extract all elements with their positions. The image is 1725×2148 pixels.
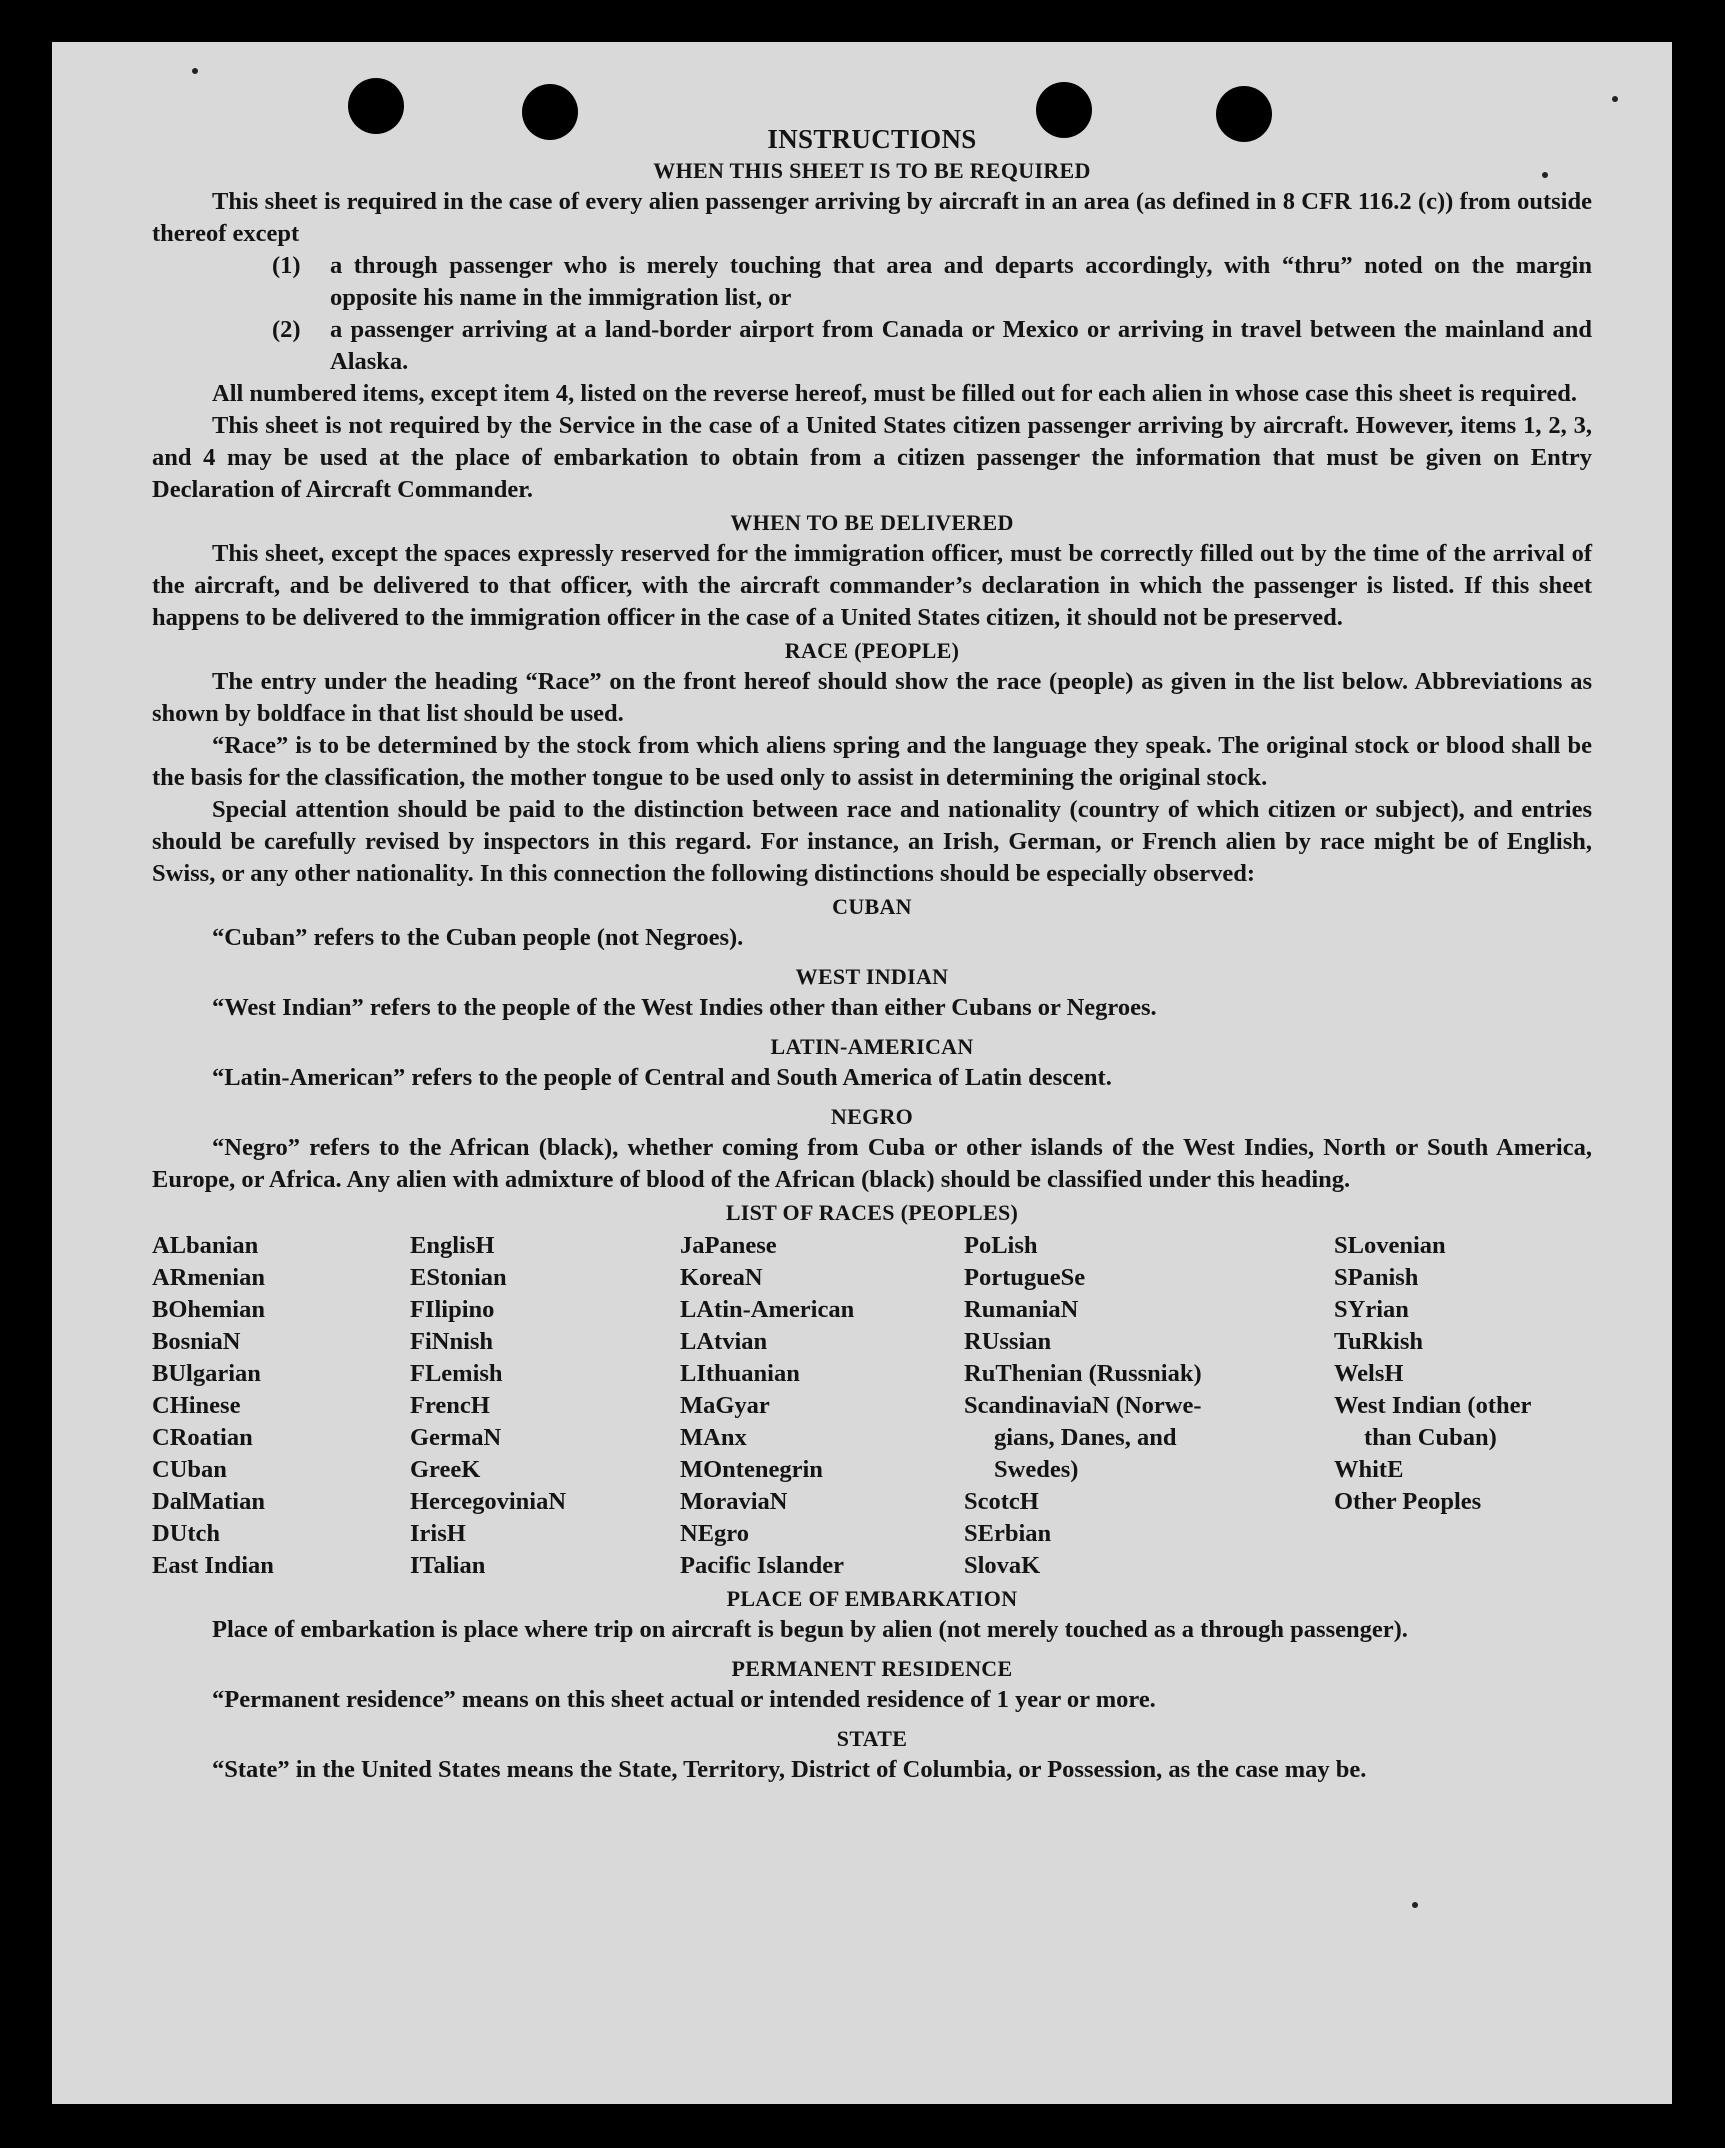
- race-entry: CRoatian: [152, 1424, 253, 1451]
- west-indian-paragraph: “West Indian” refers to the people of the West Indies other than either Cubans or Negroes.: [212, 994, 1157, 1021]
- race-entry: MAnx: [680, 1424, 747, 1451]
- race-entry: ITalian: [410, 1552, 486, 1579]
- race-entry: TuRkish: [1334, 1328, 1424, 1355]
- instructions-body: [152, 120, 1592, 1786]
- negro-paragraph: “Negro” refers to the African (black), whether coming from Cuba or other islands of the West Indies, North or South America, Europe, or Africa. Any alien with admixture of blood of the African (black) should be classified under this heading.: [152, 1134, 1592, 1193]
- race-entry: BOhemian: [152, 1296, 265, 1323]
- races-column: [964, 1230, 1334, 1582]
- state-paragraph: “State” in the United States means the State, Territory, District of Columbia, or Possession, as the case may be.: [212, 1756, 1367, 1783]
- section-heading-race: RACE (PEOPLE): [784, 638, 960, 663]
- section-heading-west-indian: WEST INDIAN: [795, 964, 949, 989]
- race-entry: ScotcH: [964, 1488, 1039, 1515]
- races-column: [410, 1230, 680, 1582]
- race-entry: SPanish: [1334, 1264, 1419, 1291]
- race-entry: WhitE: [1334, 1456, 1404, 1483]
- race-entry: FrencH: [410, 1392, 490, 1419]
- section-heading-latin-american: LATIN-AMERICAN: [770, 1034, 974, 1059]
- document-page: [52, 42, 1672, 2104]
- list-item: [272, 314, 1592, 378]
- race-entry: PortugueSe: [964, 1264, 1086, 1291]
- list-item: [272, 250, 1592, 314]
- race-paragraph: The entry under the heading “Race” on the front hereof should show the race (people) as given in the list below. Abbreviations as shown by boldface in that list should be used.: [152, 668, 1592, 727]
- race-entry: than Cuban): [1364, 1424, 1497, 1451]
- list-item-number: (2): [272, 316, 301, 343]
- section-heading-negro: NEGRO: [830, 1104, 914, 1129]
- race-entry: Other Peoples: [1334, 1488, 1482, 1515]
- race-entry: FiNnish: [410, 1328, 494, 1355]
- race-entry: DalMatian: [152, 1488, 265, 1515]
- race-entry: SlovaK: [964, 1552, 1041, 1579]
- required-paragraph: This sheet is not required by the Service in the case of a United States citizen passenger arriving by aircraft. However, items 1, 2, 3, and 4 may be used at the place of embarkation to obtain from a citizen passenger the information that must be given on Entry Declaration of Aircraft Commander.: [152, 412, 1592, 503]
- race-entry: Swedes): [994, 1456, 1079, 1483]
- section-heading-delivered: WHEN TO BE DELIVERED: [730, 510, 1014, 535]
- race-entry: BUlgarian: [152, 1360, 261, 1387]
- required-paragraph: All numbered items, except item 4, listed on the reverse hereof, must be filled out for each alien in whose case this sheet is required.: [212, 380, 1578, 407]
- race-entry: CHinese: [152, 1392, 241, 1419]
- race-entry: GreeK: [410, 1456, 481, 1483]
- race-entry: RumaniaN: [964, 1296, 1079, 1323]
- race-entry: IrisH: [410, 1520, 466, 1547]
- race-entry: EnglisH: [410, 1232, 495, 1259]
- race-entry: ScandinaviaN (Norwe-: [964, 1392, 1202, 1419]
- race-entry: PoLish: [964, 1232, 1038, 1259]
- race-entry: West Indian (other: [1334, 1392, 1532, 1419]
- list-item-text: a through passenger who is merely touching that area and departs accordingly, with “thru” noted on the margin opposite his name in the immigration list, or: [330, 252, 1592, 311]
- race-entry: RUssian: [964, 1328, 1052, 1355]
- races-column: [680, 1230, 964, 1582]
- list-item-number: (1): [272, 252, 301, 279]
- race-entry: JaPanese: [680, 1232, 777, 1259]
- embarkation-paragraph: Place of embarkation is place where trip on aircraft is begun by alien (not merely touched as a through passenger).: [212, 1616, 1408, 1643]
- race-entry: NEgro: [680, 1520, 749, 1547]
- race-entry: MoraviaN: [680, 1488, 788, 1515]
- list-item-text: a passenger arriving at a land-border airport from Canada or Mexico or arriving in travel between the mainland and Alaska.: [330, 316, 1592, 375]
- race-entry: CUban: [152, 1456, 227, 1483]
- race-entry: ALbanian: [152, 1232, 259, 1259]
- race-entry: Pacific Islander: [680, 1552, 844, 1579]
- race-entry: SYrian: [1334, 1296, 1409, 1323]
- race-entry: SLovenian: [1334, 1232, 1446, 1259]
- section-heading-cuban: CUBAN: [832, 894, 912, 919]
- race-paragraph: Special attention should be paid to the distinction between race and nationality (country of which citizen or subject), and entries should be carefully revised by inspectors in this regard. For instance, an Irish, German, or French alien by race might be of English, Swiss, or any other nationality. In this connection the following distinctions should be especially observed:: [152, 796, 1592, 887]
- delivered-paragraph: This sheet, except the spaces expressly reserved for the immigration officer, must be correctly filled out by the time of the arrival of the aircraft, and be delivered to that officer, with the aircraft commander’s declaration in which the passenger is listed. If this sheet happens to be delivered to the immigration officer in the case of a United States citizen, it should not be preserved.: [152, 540, 1592, 631]
- required-intro: This sheet is required in the case of every alien passenger arriving by aircraft in an area (as defined in 8 CFR 116.2 (c)) from outside thereof except: [152, 188, 1592, 247]
- races-column: [152, 1230, 410, 1582]
- race-entry: RuThenian (Russniak): [964, 1360, 1202, 1387]
- document-title: INSTRUCTIONS: [767, 124, 977, 154]
- race-entry: BosniaN: [152, 1328, 241, 1355]
- race-entry: MOntenegrin: [680, 1456, 823, 1483]
- race-entry: KoreaN: [680, 1264, 763, 1291]
- race-entry: EStonian: [410, 1264, 507, 1291]
- race-paragraph: “Race” is to be determined by the stock from which aliens spring and the language they speak. The original stock or blood shall be the basis for the classification, the mother tongue to be used only to assist in determining the original stock.: [152, 732, 1592, 791]
- speck: [1412, 1902, 1418, 1908]
- race-entry: East Indian: [152, 1552, 274, 1579]
- latin-american-paragraph: “Latin-American” refers to the people of Central and South America of Latin descent.: [212, 1064, 1112, 1091]
- race-entry: HercegoviniaN: [410, 1488, 567, 1515]
- race-entry: ARmenian: [152, 1264, 265, 1291]
- race-entry: MaGyar: [680, 1392, 770, 1419]
- race-entry: LIthuanian: [680, 1360, 800, 1387]
- residence-paragraph: “Permanent residence” means on this sheet actual or intended residence of 1 year or more.: [212, 1686, 1156, 1713]
- section-heading-state: STATE: [836, 1726, 908, 1751]
- race-entry: LAtvian: [680, 1328, 768, 1355]
- speck: [192, 68, 198, 74]
- race-entry: GermaN: [410, 1424, 502, 1451]
- cuban-paragraph: “Cuban” refers to the Cuban people (not Negroes).: [212, 924, 744, 951]
- section-heading-list-of-races: LIST OF RACES (PEOPLES): [725, 1200, 1019, 1225]
- race-entry: gians, Danes, and: [994, 1424, 1177, 1451]
- races-table: [152, 1230, 1592, 1582]
- race-entry: DUtch: [152, 1520, 221, 1547]
- race-entry: FLemish: [410, 1360, 503, 1387]
- section-heading-residence: PERMANENT RESIDENCE: [731, 1656, 1013, 1681]
- section-heading-embarkation: PLACE OF EMBARKATION: [726, 1586, 1018, 1611]
- section-heading-required: WHEN THIS SHEET IS TO BE REQUIRED: [653, 158, 1091, 183]
- race-entry: FIlipino: [410, 1296, 495, 1323]
- race-entry: WelsH: [1334, 1360, 1404, 1387]
- speck: [1612, 96, 1618, 102]
- races-column: [1334, 1230, 1592, 1582]
- race-entry: SErbian: [964, 1520, 1052, 1547]
- race-entry: LAtin-American: [680, 1296, 855, 1323]
